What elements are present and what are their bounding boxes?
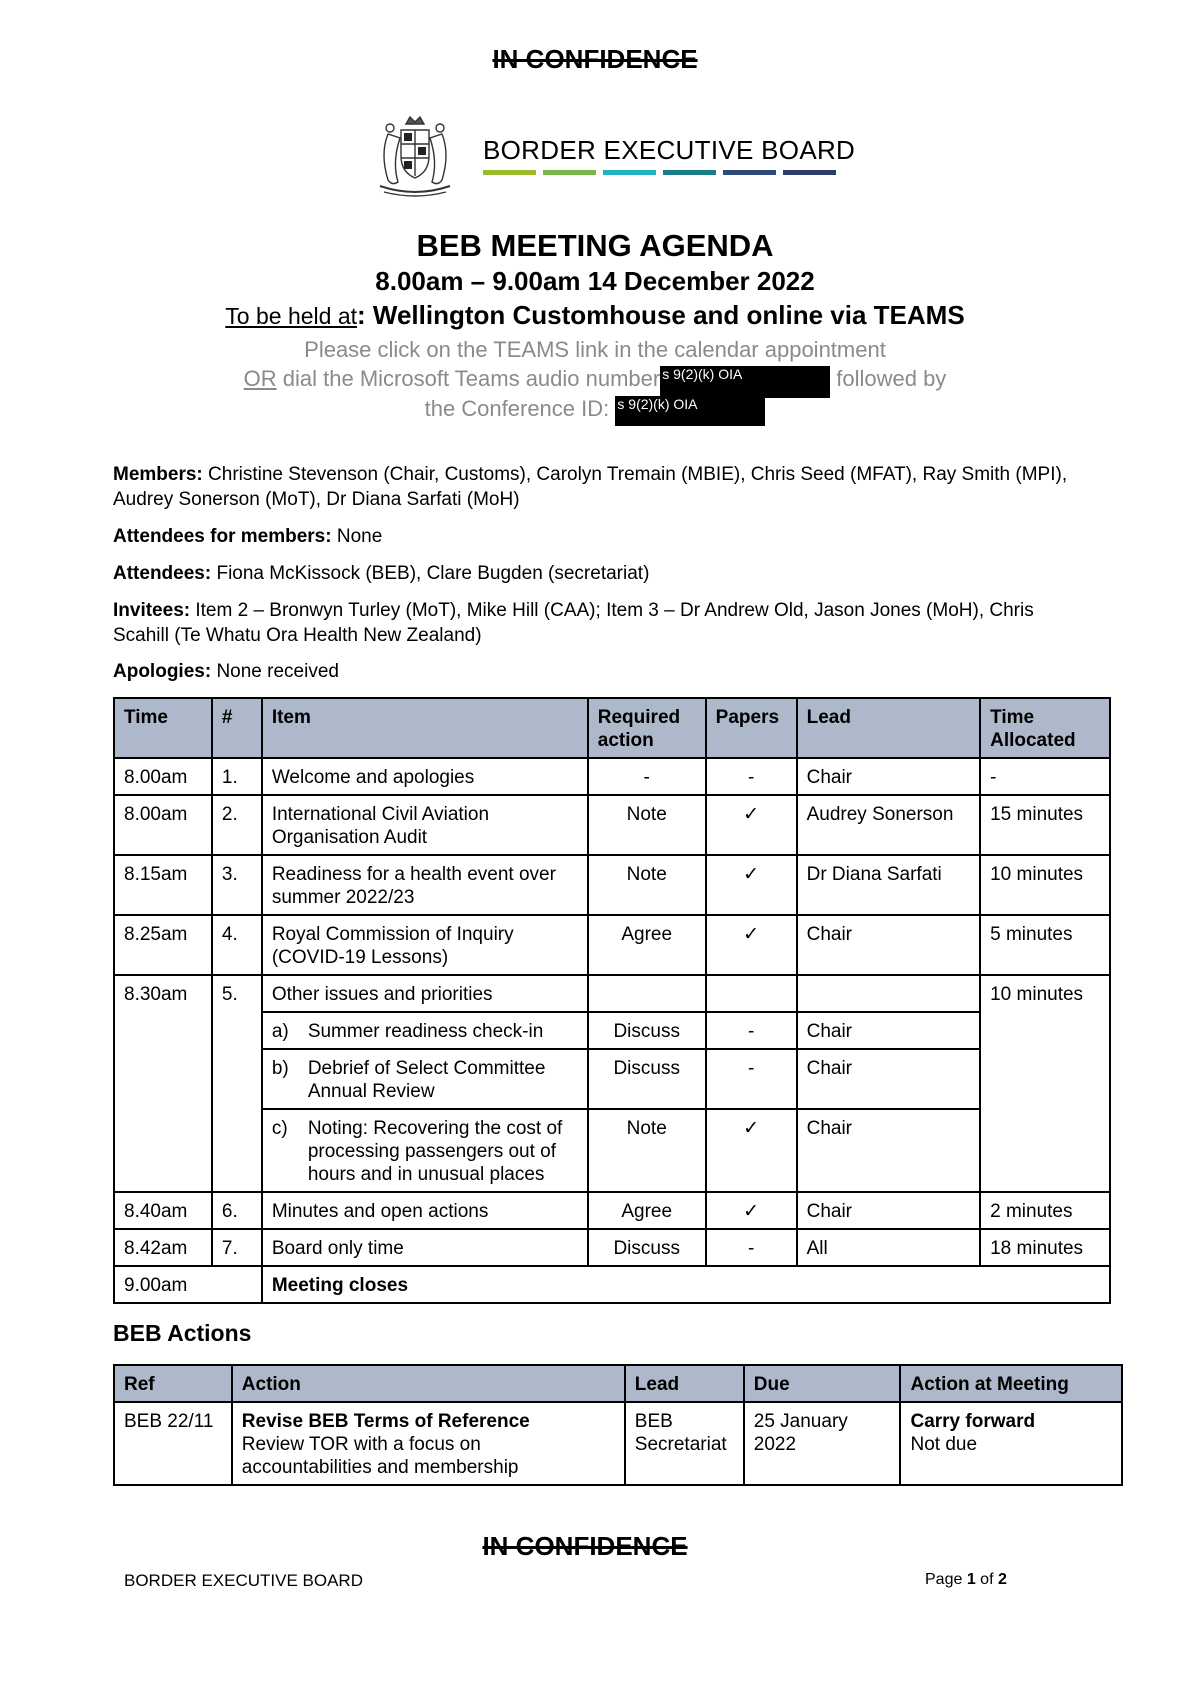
table-subrow (114, 1109, 1110, 1192)
col-header: Due (744, 1365, 901, 1402)
cell-papers: ✓ (706, 1192, 797, 1229)
footer-page-number (925, 1571, 1007, 1589)
status-desc: Not due (910, 1434, 978, 1455)
cell-papers: - (706, 1229, 797, 1266)
venue-label: To be held at (225, 303, 358, 329)
cell-lead: BEB Secretariat (625, 1402, 744, 1485)
cell-time: 8.00am (114, 795, 212, 855)
members-label: Members: (113, 464, 203, 485)
classification-bottom: IN CONFIDENCE (482, 1531, 688, 1561)
cell-action (232, 1402, 625, 1485)
table-row (114, 1192, 1110, 1229)
cell-alloc: 2 minutes (980, 1192, 1110, 1229)
col-header: Time Allocated (980, 698, 1110, 758)
cell-action: Agree (588, 915, 706, 975)
table-row (114, 795, 1110, 855)
table-subrow (114, 1012, 1110, 1049)
redaction-box: s 9(2)(k) OIA (660, 366, 830, 398)
cell-action: Discuss (588, 1012, 706, 1049)
actions-table (113, 1364, 1123, 1486)
cell-time: 8.25am (114, 915, 212, 975)
col-header: # (212, 698, 262, 758)
cell-item: Board only time (262, 1229, 588, 1266)
table-row (114, 1229, 1110, 1266)
attendees-for-members-value: None (336, 526, 383, 547)
col-header: Lead (625, 1365, 744, 1402)
invitees-list: Item 2 – Bronwyn Turley (MoT), Mike Hill (CAA); Item 3 – Dr Andrew Old, Jason Jones (MoH), Chris Scahill (Te Whatu Ora Health New Zealand) (113, 600, 1034, 646)
agenda-table (113, 697, 1111, 1304)
cell-alloc: 10 minutes (980, 855, 1110, 915)
cell-subitem (262, 1109, 588, 1192)
teams-or: OR (243, 366, 277, 391)
col-header: Required action (588, 698, 706, 758)
attendees-list: Fiona McKissock (BEB), Clare Bugden (secretariat) (216, 563, 650, 584)
subitem-text: Noting: Recovering the cost of processing passengers out of hours and in unusual places (307, 1118, 563, 1185)
teams-instruction: Please click on the TEAMS link in the calendar appointment (304, 337, 886, 362)
table-row (114, 975, 1110, 1012)
cell-lead (797, 975, 981, 1012)
cell-time: 8.15am (114, 855, 212, 915)
logo-stripe (663, 170, 716, 175)
subitem-letter: c) (271, 1118, 288, 1139)
cell-subitem (262, 1049, 588, 1109)
cell-alloc: 18 minutes (980, 1229, 1110, 1266)
cell-alloc: - (980, 758, 1110, 795)
cell-papers: - (706, 758, 797, 795)
cell-alloc: 15 minutes (980, 795, 1110, 855)
cell-lead: Chair (797, 915, 981, 975)
subitem-text: Summer readiness check-in (307, 1021, 544, 1042)
col-header: Ref (114, 1365, 232, 1402)
cell-status (900, 1402, 1122, 1485)
cell-alloc: 10 minutes (980, 975, 1110, 1192)
teams-dial-text: dial the Microsoft Teams audio number (276, 366, 661, 391)
teams-followed-by: followed by (836, 366, 947, 391)
cell-num: 7. (212, 1229, 262, 1266)
cell-papers: ✓ (706, 1109, 797, 1192)
cell-num: 5. (212, 975, 262, 1192)
redaction-box: s 9(2)(k) OIA (615, 396, 765, 426)
attendees-for-members-label: Attendees for members: (113, 526, 332, 547)
attendees-label: Attendees: (113, 563, 212, 584)
cell-action: Agree (588, 1192, 706, 1229)
page-of: of (975, 1571, 998, 1588)
cell-papers: ✓ (706, 795, 797, 855)
attendees-for-members-paragraph (113, 524, 1073, 549)
logo-stripe (543, 170, 596, 175)
col-header: Action at Meeting (900, 1365, 1122, 1402)
logo-stripe (483, 170, 536, 175)
classification-top: IN CONFIDENCE (492, 44, 698, 74)
members-paragraph (113, 462, 1073, 512)
apologies-value: None received (216, 661, 339, 682)
cell-action: Note (588, 855, 706, 915)
cell-item: Other issues and priorities (262, 975, 588, 1012)
cell-action: - (588, 758, 706, 795)
cell-closing: Meeting closes (262, 1266, 1110, 1303)
page-title: BEB MEETING AGENDA (416, 228, 774, 263)
col-header: Papers (706, 698, 797, 758)
cell-ref: BEB 22/11 (114, 1402, 232, 1485)
subitem-letter: a) (271, 1021, 289, 1042)
apologies-paragraph (113, 659, 1073, 684)
cell-action: Discuss (588, 1229, 706, 1266)
cell-num: 4. (212, 915, 262, 975)
cell-item: Royal Commission of Inquiry (COVID-19 Lessons) (262, 915, 588, 975)
agenda-header-row (114, 698, 1110, 758)
cell-lead: Chair (797, 758, 981, 795)
cell-lead: Chair (797, 1012, 981, 1049)
table-row (114, 855, 1110, 915)
logo-stripes (483, 170, 836, 175)
cell-subitem (262, 1012, 588, 1049)
page-total: 2 (997, 1571, 1007, 1588)
conference-id-label: the Conference ID: (424, 396, 610, 421)
board-name: BORDER EXECUTIVE BOARD (483, 135, 856, 165)
table-row (114, 758, 1110, 795)
venue-value: Wellington Customhouse and online via TEAMS (372, 300, 965, 330)
members-list: Christine Stevenson (Chair, Customs), Carolyn Tremain (MBIE), Chris Seed (MFAT), Ray Smith (MPI), Audrey Sonerson (MoT), Dr Diana Sarfati (MoH) (113, 464, 1068, 510)
cell-due: 25 January 2022 (744, 1402, 901, 1485)
table-row-closing (114, 1266, 1110, 1303)
page-prefix: Page (925, 1571, 967, 1588)
cell-item: Welcome and apologies (262, 758, 588, 795)
cell-papers: ✓ (706, 855, 797, 915)
cell-lead: Dr Diana Sarfati (797, 855, 981, 915)
attendees-paragraph (113, 561, 1073, 586)
cell-time: 8.00am (114, 758, 212, 795)
col-header: Lead (797, 698, 981, 758)
cell-lead: Chair (797, 1109, 981, 1192)
cell-papers: - (706, 1012, 797, 1049)
nz-coat-of-arms-icon (368, 114, 462, 200)
logo-stripe (783, 170, 836, 175)
cell-lead: All (797, 1229, 981, 1266)
cell-num: 6. (212, 1192, 262, 1229)
teams-dial-line (0, 366, 1190, 398)
cell-action: Note (588, 795, 706, 855)
cell-alloc: 5 minutes (980, 915, 1110, 975)
subitem-text: Debrief of Select Committee Annual Review (307, 1058, 546, 1102)
cell-papers: - (706, 1049, 797, 1109)
teams-conference-line (0, 396, 1190, 426)
cell-item: International Civil Aviation Organisation Audit (262, 795, 588, 855)
actions-heading: BEB Actions (113, 1320, 252, 1346)
cell-lead: Chair (797, 1192, 981, 1229)
cell-num: 1. (212, 758, 262, 795)
invitees-label: Invitees: (113, 600, 191, 621)
cell-time: 8.42am (114, 1229, 212, 1266)
cell-papers: ✓ (706, 915, 797, 975)
cell-action: Note (588, 1109, 706, 1192)
cell-action: Discuss (588, 1049, 706, 1109)
page-num: 1 (966, 1571, 976, 1588)
table-subrow (114, 1049, 1110, 1109)
meeting-time-date: 8.00am – 9.00am 14 December 2022 (375, 266, 815, 296)
cell-time: 8.40am (114, 1192, 212, 1229)
cell-time: 8.30am (114, 975, 212, 1192)
cell-lead: Audrey Sonerson (797, 795, 981, 855)
cell-lead: Chair (797, 1049, 981, 1109)
cell-item: Readiness for a health event over summer 2022/23 (262, 855, 588, 915)
table-row (114, 915, 1110, 975)
cell-papers (706, 975, 797, 1012)
footer-board-name: BORDER EXECUTIVE BOARD (124, 1571, 363, 1590)
cell-num: 2. (212, 795, 262, 855)
table-row (114, 1402, 1122, 1485)
logo-stripe (603, 170, 656, 175)
meeting-venue: To be held at: Wellington Customhouse and online via TEAMS (225, 300, 965, 330)
subitem-letter: b) (271, 1058, 289, 1079)
action-desc: Review TOR with a focus on accountabilities and membership (241, 1434, 519, 1478)
cell-item: Minutes and open actions (262, 1192, 588, 1229)
status-title: Carry forward (910, 1411, 1036, 1432)
action-title: Revise BEB Terms of Reference (241, 1411, 530, 1432)
cell-time: 9.00am (114, 1266, 262, 1303)
logo-stripe (723, 170, 776, 175)
apologies-label: Apologies: (113, 661, 212, 682)
cell-num: 3. (212, 855, 262, 915)
cell-action (588, 975, 706, 1012)
col-header: Time (114, 698, 212, 758)
actions-header-row (114, 1365, 1122, 1402)
col-header: Item (262, 698, 588, 758)
col-header: Action (232, 1365, 625, 1402)
invitees-paragraph (113, 598, 1073, 648)
